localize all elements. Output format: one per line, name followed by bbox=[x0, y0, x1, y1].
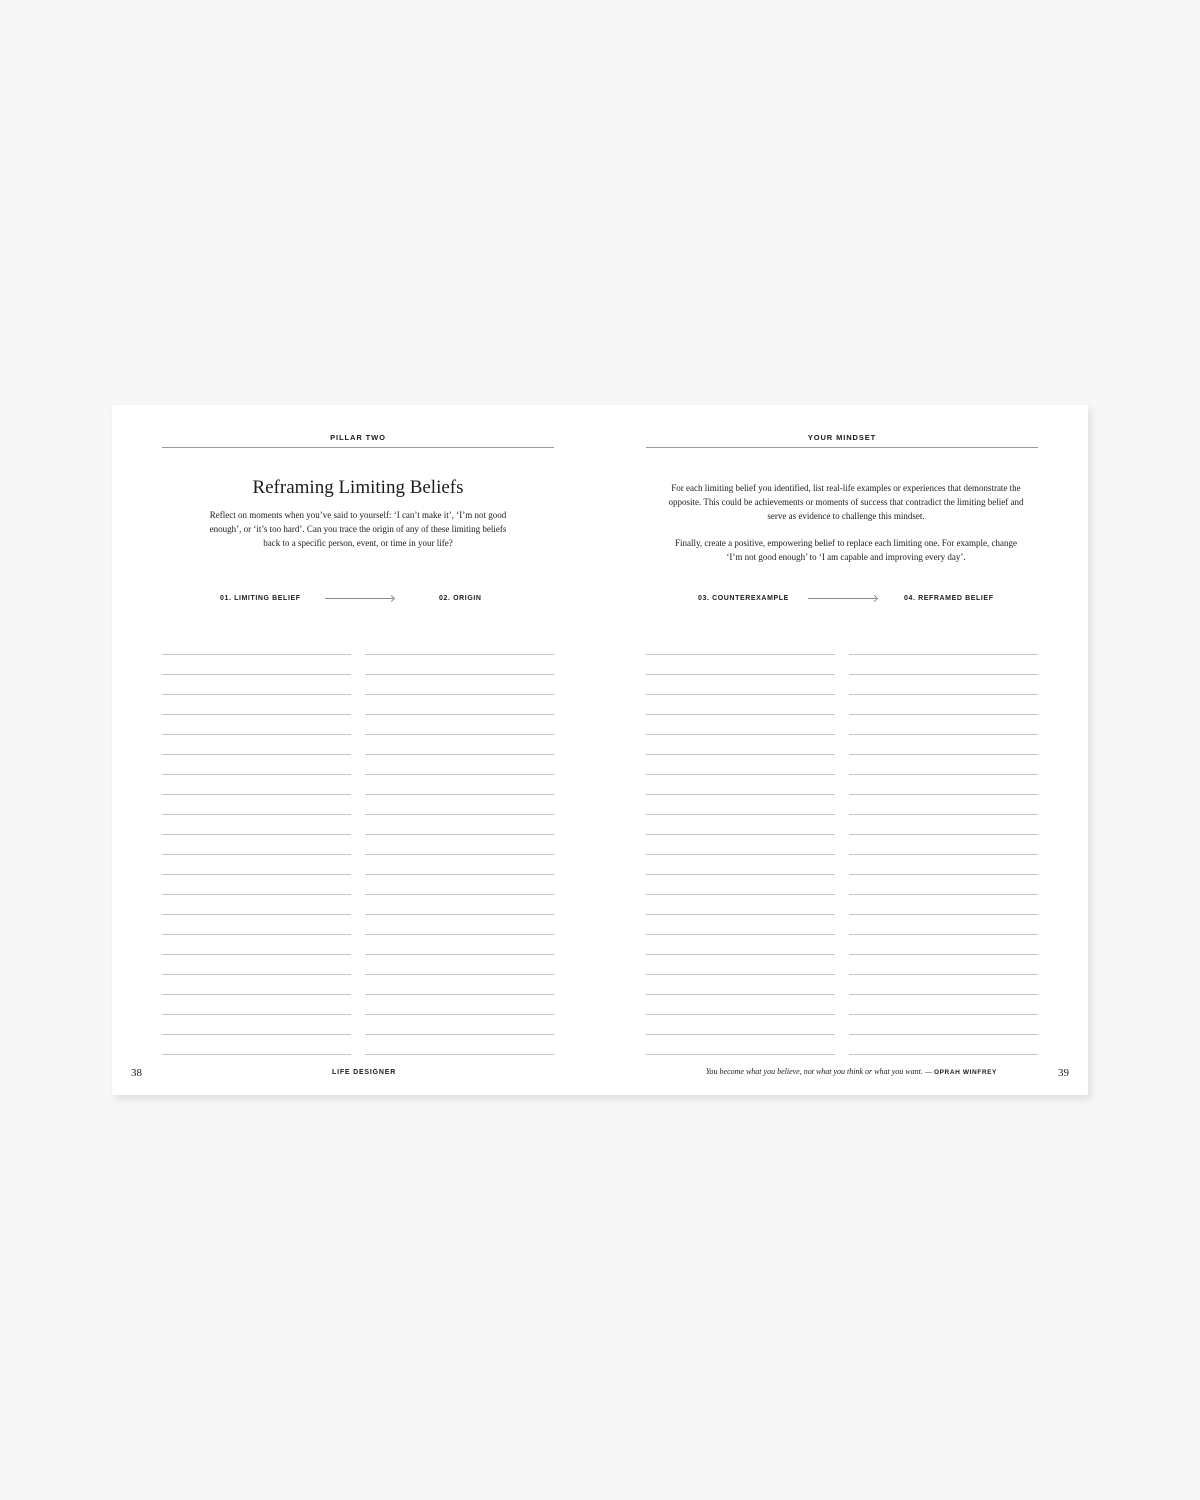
writing-line bbox=[365, 1015, 554, 1035]
writing-line bbox=[162, 795, 351, 815]
writing-line bbox=[162, 755, 351, 775]
writing-line bbox=[365, 655, 554, 675]
writing-line bbox=[365, 775, 554, 795]
writing-line bbox=[162, 635, 351, 655]
writing-line bbox=[162, 655, 351, 675]
writing-line bbox=[365, 675, 554, 695]
footer-quote bbox=[706, 1067, 997, 1076]
writing-lines-origin[interactable] bbox=[365, 635, 554, 1055]
writing-line bbox=[646, 695, 835, 715]
writing-line bbox=[162, 715, 351, 735]
writing-line bbox=[849, 675, 1038, 695]
writing-line bbox=[646, 955, 835, 975]
writing-line bbox=[162, 675, 351, 695]
writing-line bbox=[849, 855, 1038, 875]
arrow-icon bbox=[325, 598, 393, 599]
writing-line bbox=[646, 735, 835, 755]
quote-text: You become what you believe, not what you think or what you want. — bbox=[705, 1067, 932, 1076]
writing-line bbox=[365, 695, 554, 715]
writing-line bbox=[849, 695, 1038, 715]
writing-line bbox=[365, 875, 554, 895]
writing-line bbox=[365, 755, 554, 775]
writing-line bbox=[162, 735, 351, 755]
writing-line bbox=[646, 975, 835, 995]
writing-line bbox=[646, 775, 835, 795]
writing-line bbox=[646, 995, 835, 1015]
writing-line bbox=[162, 995, 351, 1015]
writing-line bbox=[162, 895, 351, 915]
writing-line bbox=[162, 875, 351, 895]
writing-line bbox=[365, 735, 554, 755]
writing-line bbox=[646, 715, 835, 735]
writing-line bbox=[849, 935, 1038, 955]
writing-line bbox=[162, 855, 351, 875]
writing-line bbox=[849, 655, 1038, 675]
instructions-paragraph-1: For each limiting belief you identified, list real-life examples or experiences that demonstrate the opposite. This could be achievements or moments of success that contradict the limiting belief and serve as evidence to challenge this mindset. bbox=[668, 483, 1024, 521]
writing-line bbox=[365, 895, 554, 915]
writing-lines-reframed-belief[interactable] bbox=[849, 635, 1038, 1055]
writing-line bbox=[646, 675, 835, 695]
writing-line bbox=[646, 815, 835, 835]
column-heading-origin: 02. ORIGIN bbox=[439, 595, 482, 602]
writing-line bbox=[162, 775, 351, 795]
writing-line bbox=[365, 935, 554, 955]
writing-line bbox=[646, 855, 835, 875]
writing-line bbox=[162, 1015, 351, 1035]
writing-line bbox=[365, 635, 554, 655]
writing-line bbox=[849, 755, 1038, 775]
column-heading-counterexample: 03. COUNTEREXAMPLE bbox=[698, 595, 789, 602]
writing-line bbox=[162, 695, 351, 715]
writing-line bbox=[365, 855, 554, 875]
writing-line bbox=[365, 995, 554, 1015]
running-head-left: PILLAR TWO bbox=[162, 433, 554, 448]
writing-line bbox=[646, 795, 835, 815]
column-heading-reframed-belief: 04. REFRAMED BELIEF bbox=[904, 595, 994, 602]
footer-book-title: LIFE DESIGNER bbox=[332, 1069, 397, 1076]
writing-line bbox=[646, 635, 835, 655]
writing-line bbox=[365, 955, 554, 975]
writing-line bbox=[365, 835, 554, 855]
writing-line bbox=[646, 935, 835, 955]
writing-line bbox=[365, 795, 554, 815]
left-page bbox=[112, 405, 600, 1095]
writing-line bbox=[365, 715, 554, 735]
quote-author: OPRAH WINFREY bbox=[933, 1069, 997, 1076]
writing-line bbox=[849, 875, 1038, 895]
writing-line bbox=[162, 975, 351, 995]
writing-line bbox=[849, 835, 1038, 855]
writing-line bbox=[646, 835, 835, 855]
writing-line bbox=[849, 915, 1038, 935]
writing-line bbox=[162, 835, 351, 855]
column-heading-limiting-belief: 01. LIMITING BELIEF bbox=[220, 595, 301, 602]
writing-line bbox=[849, 715, 1038, 735]
page-number-right: 39 bbox=[1058, 1067, 1069, 1079]
intro-text: Reflect on moments when you’ve said to yourself: ‘I can’t make it’, ‘I’m not good enough’, or ‘it’s too hard’. Can you trace the origin of any of these limiting beliefs back to a specific person, event, or time in your life? bbox=[209, 510, 507, 548]
writing-line bbox=[646, 755, 835, 775]
writing-line bbox=[646, 1035, 835, 1055]
right-page bbox=[600, 405, 1088, 1095]
writing-lines-limiting-belief[interactable] bbox=[162, 635, 351, 1055]
writing-line bbox=[162, 1035, 351, 1055]
writing-line bbox=[646, 655, 835, 675]
writing-line bbox=[162, 955, 351, 975]
writing-line bbox=[646, 1015, 835, 1035]
writing-line bbox=[849, 975, 1038, 995]
instructions-block bbox=[666, 481, 1026, 577]
writing-line bbox=[849, 1015, 1038, 1035]
writing-line bbox=[849, 955, 1038, 975]
writing-line bbox=[365, 975, 554, 995]
writing-line bbox=[849, 815, 1038, 835]
book-spread bbox=[112, 405, 1088, 1095]
writing-line bbox=[365, 915, 554, 935]
running-head-right: YOUR MINDSET bbox=[646, 433, 1038, 448]
writing-line bbox=[365, 1035, 554, 1055]
instructions-paragraph-2: Finally, create a positive, empowering belief to replace each limiting one. For example, change ‘I’m not good enough’ to ‘I am capable and improving every day’. bbox=[674, 538, 1018, 562]
writing-line bbox=[849, 1035, 1038, 1055]
writing-line bbox=[646, 915, 835, 935]
writing-line bbox=[646, 895, 835, 915]
writing-line bbox=[162, 915, 351, 935]
writing-line bbox=[849, 995, 1038, 1015]
writing-lines-counterexample[interactable] bbox=[646, 635, 835, 1055]
writing-line bbox=[849, 895, 1038, 915]
writing-line bbox=[849, 635, 1038, 655]
writing-line bbox=[162, 935, 351, 955]
page-number-left: 38 bbox=[131, 1067, 142, 1079]
writing-line bbox=[365, 815, 554, 835]
writing-line bbox=[849, 735, 1038, 755]
arrow-icon bbox=[808, 598, 876, 599]
page-title: Reframing Limiting Beliefs bbox=[252, 477, 464, 498]
writing-line bbox=[646, 875, 835, 895]
writing-line bbox=[849, 775, 1038, 795]
writing-line bbox=[162, 815, 351, 835]
writing-line bbox=[849, 795, 1038, 815]
